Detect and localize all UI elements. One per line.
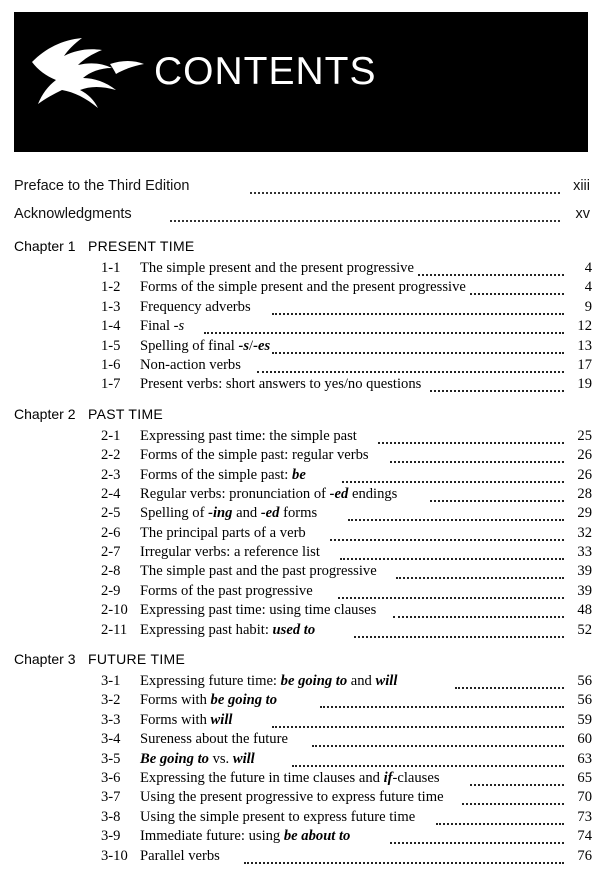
toc-entry[interactable] (0, 622, 600, 641)
page-number: 17 (577, 356, 592, 373)
page-number: 26 (577, 447, 592, 464)
toc-entry[interactable] (0, 544, 600, 563)
toc-entry[interactable] (0, 357, 600, 376)
page-number: 70 (577, 789, 592, 806)
toc-entry[interactable] (0, 260, 600, 279)
toc-entry[interactable] (0, 673, 600, 692)
toc-entry[interactable] (0, 428, 600, 447)
chapter-number: Chapter 1 (14, 238, 76, 254)
entry-title: Irregular verbs: a reference list (140, 544, 320, 561)
entry-number: 1-7 (101, 376, 121, 393)
toc-entry[interactable] (0, 692, 600, 711)
toc-entry[interactable] (0, 848, 600, 867)
leader-dots (430, 488, 564, 502)
entry-title: Expressing past habit: used to (140, 621, 316, 638)
page-number: 59 (577, 711, 592, 728)
leader-dots (470, 772, 564, 786)
toc-entry[interactable] (0, 318, 600, 337)
leader-dots (430, 378, 564, 392)
entry-title: Present verbs: short answers to yes/no questions (140, 376, 422, 393)
entry-number: 2-4 (101, 485, 121, 502)
page-number: 73 (577, 808, 592, 825)
toc-entry[interactable] (0, 828, 600, 847)
toc-entry[interactable] (0, 712, 600, 731)
leader-dots (342, 469, 564, 483)
toc-entry[interactable] (0, 447, 600, 466)
entry-number: 1-3 (101, 298, 121, 315)
leader-dots (462, 791, 564, 805)
entry-number: 2-2 (101, 447, 121, 464)
chapter-number: Chapter 2 (14, 405, 76, 422)
toc-entry[interactable] (0, 279, 600, 298)
entry-title: Non-action verbs (140, 356, 241, 373)
entry-title: Forms of the past progressive (140, 582, 313, 599)
page-number: 32 (577, 524, 592, 541)
entry-number: 1-1 (101, 260, 121, 276)
entry-title: Expressing the future in time clauses and if-clauses (140, 769, 440, 786)
toc-entry[interactable] (0, 602, 600, 621)
entry-number: 2-8 (101, 563, 121, 580)
page-number: 48 (577, 602, 592, 619)
entry-number: 3-8 (101, 808, 121, 825)
page-number: 52 (577, 621, 592, 638)
contents-banner (14, 12, 588, 152)
leader-dots (393, 604, 564, 618)
page-number: 4 (584, 279, 592, 296)
chapter-block (0, 238, 600, 396)
leader-dots (204, 320, 564, 334)
entry-title: The principal parts of a verb (140, 524, 306, 541)
page-number: 25 (577, 427, 592, 444)
page-number: 63 (577, 750, 592, 767)
entry-title: Spelling of -ing and -ed forms (140, 505, 318, 522)
leader-dots (396, 565, 564, 579)
entry-title: Forms with be going to (140, 692, 278, 709)
page-number: 60 (577, 731, 592, 748)
page-number: 29 (577, 505, 592, 522)
chapter-heading[interactable] (0, 651, 600, 673)
leader-dots (244, 850, 564, 864)
chapter-list (0, 238, 600, 877)
leader-dots (330, 527, 564, 541)
leader-dots (272, 714, 564, 728)
leader-dots (348, 507, 564, 521)
page-number: 76 (577, 847, 592, 864)
entry-title: Regular verbs: pronunciation of -ed endings (140, 485, 398, 502)
entry-number: 3-2 (101, 692, 121, 709)
list-item[interactable] (0, 178, 600, 206)
entry-title: Sureness about the future (140, 731, 288, 748)
entry-title: Be going to vs. will (140, 750, 255, 767)
page-number: 65 (577, 769, 592, 786)
leader-dots (272, 301, 564, 315)
list-item[interactable] (0, 206, 600, 234)
entry-title: Forms with will (140, 711, 233, 728)
toc-entry[interactable] (0, 299, 600, 318)
leader-dots (378, 430, 564, 444)
leader-dots (257, 359, 564, 373)
entry-number: 3-5 (101, 750, 121, 767)
entry-number: 3-1 (101, 673, 121, 690)
leader-dots (170, 207, 560, 222)
chapter-block (0, 651, 600, 867)
entry-number: 2-7 (101, 544, 121, 561)
page-number: 56 (577, 692, 592, 709)
entry-number: 2-9 (101, 582, 121, 599)
toc-entry[interactable] (0, 770, 600, 789)
page-number: 56 (577, 673, 592, 690)
page-number: 39 (577, 582, 592, 599)
entry-number: 2-1 (101, 427, 121, 444)
entry-title: Expressing past time: the simple past (140, 427, 357, 444)
leader-dots (292, 753, 564, 767)
toc-entry[interactable] (0, 751, 600, 770)
entry-title: Frequency adverbs (140, 298, 251, 315)
entry-number: 3-4 (101, 731, 121, 748)
entry-title: Final -s (140, 318, 185, 335)
entry-title: The simple present and the present progressive (140, 260, 414, 276)
page-number: 12 (577, 318, 592, 335)
page-number: 19 (577, 376, 592, 393)
leader-dots (418, 262, 564, 276)
leader-dots (340, 546, 564, 560)
entry-title: Using the present progressive to express future time (140, 789, 444, 806)
leader-dots (320, 694, 564, 708)
toc-entry[interactable] (0, 809, 600, 828)
entry-number: 1-2 (101, 279, 121, 296)
leader-dots (436, 811, 564, 825)
front-matter-list (0, 178, 600, 234)
entry-number: 3-10 (101, 847, 128, 864)
toc-entry[interactable] (0, 563, 600, 582)
page-number: 39 (577, 563, 592, 580)
entry-number: 3-7 (101, 789, 121, 806)
entry-title: Using the simple present to express future time (140, 808, 416, 825)
page-title: CONTENTS (154, 50, 377, 93)
toc-entry[interactable] (0, 789, 600, 808)
entry-number: 2-6 (101, 524, 121, 541)
chapter-title: PAST TIME (88, 405, 164, 422)
page-number: 33 (577, 544, 592, 561)
front-matter-label: Acknowledgments (14, 206, 132, 222)
toc-entry[interactable] (0, 505, 600, 524)
entry-number: 1-4 (101, 318, 121, 335)
toc-entry[interactable] (0, 731, 600, 750)
entry-number: 2-5 (101, 505, 121, 522)
leader-dots (272, 340, 564, 354)
leader-dots (470, 281, 564, 295)
entry-title: Forms of the simple present and the present progressive (140, 279, 466, 296)
leader-dots (390, 449, 564, 463)
chapter-title: FUTURE TIME (88, 651, 186, 668)
entry-title: Expressing past time: using time clauses (140, 602, 377, 619)
leader-dots (338, 585, 564, 599)
entry-number: 2-3 (101, 466, 121, 483)
entry-number: 2-10 (101, 602, 128, 619)
chapter-title: PRESENT TIME (88, 238, 195, 254)
leader-dots (390, 830, 564, 844)
entry-title: Immediate future: using be about to (140, 828, 351, 845)
entry-title: Parallel verbs (140, 847, 220, 864)
entry-number: 3-3 (101, 711, 121, 728)
entry-title: Expressing future time: be going to and will (140, 673, 398, 690)
page-number: 13 (577, 337, 592, 354)
entry-number: 3-9 (101, 828, 121, 845)
chapter-block (0, 406, 600, 641)
chapter-number: Chapter 3 (14, 651, 76, 668)
page-number: 4 (584, 260, 592, 276)
toc-entry[interactable] (0, 376, 600, 395)
toc-entry[interactable] (0, 583, 600, 602)
page-number: xv (575, 206, 590, 222)
toc-entry[interactable] (0, 525, 600, 544)
entry-number: 3-6 (101, 769, 121, 786)
page-number: 74 (577, 828, 592, 845)
entry-title: The simple past and the past progressive (140, 563, 377, 580)
leader-dots (312, 733, 564, 747)
toc-entry[interactable] (0, 338, 600, 357)
entry-title: Spelling of final -s/-es (140, 337, 271, 354)
leader-dots (455, 675, 564, 689)
page-number: 26 (577, 466, 592, 483)
leader-dots (250, 179, 560, 194)
front-matter-label: Preface to the Third Edition (14, 178, 190, 194)
toc-entry[interactable] (0, 467, 600, 486)
chapter-heading[interactable] (0, 406, 600, 428)
page-number: 9 (584, 298, 592, 315)
page-number: xiii (573, 178, 590, 194)
entry-number: 2-11 (101, 621, 128, 638)
leader-dots (354, 624, 564, 638)
toc-entry[interactable] (0, 486, 600, 505)
entry-number: 1-5 (101, 337, 121, 354)
entry-title: Forms of the simple past: regular verbs (140, 447, 369, 464)
page-number: 28 (577, 485, 592, 502)
entry-title: Forms of the simple past: be (140, 466, 306, 483)
chapter-heading[interactable] (0, 238, 600, 260)
swallow-bird-icon (28, 34, 148, 112)
entry-number: 1-6 (101, 356, 121, 373)
